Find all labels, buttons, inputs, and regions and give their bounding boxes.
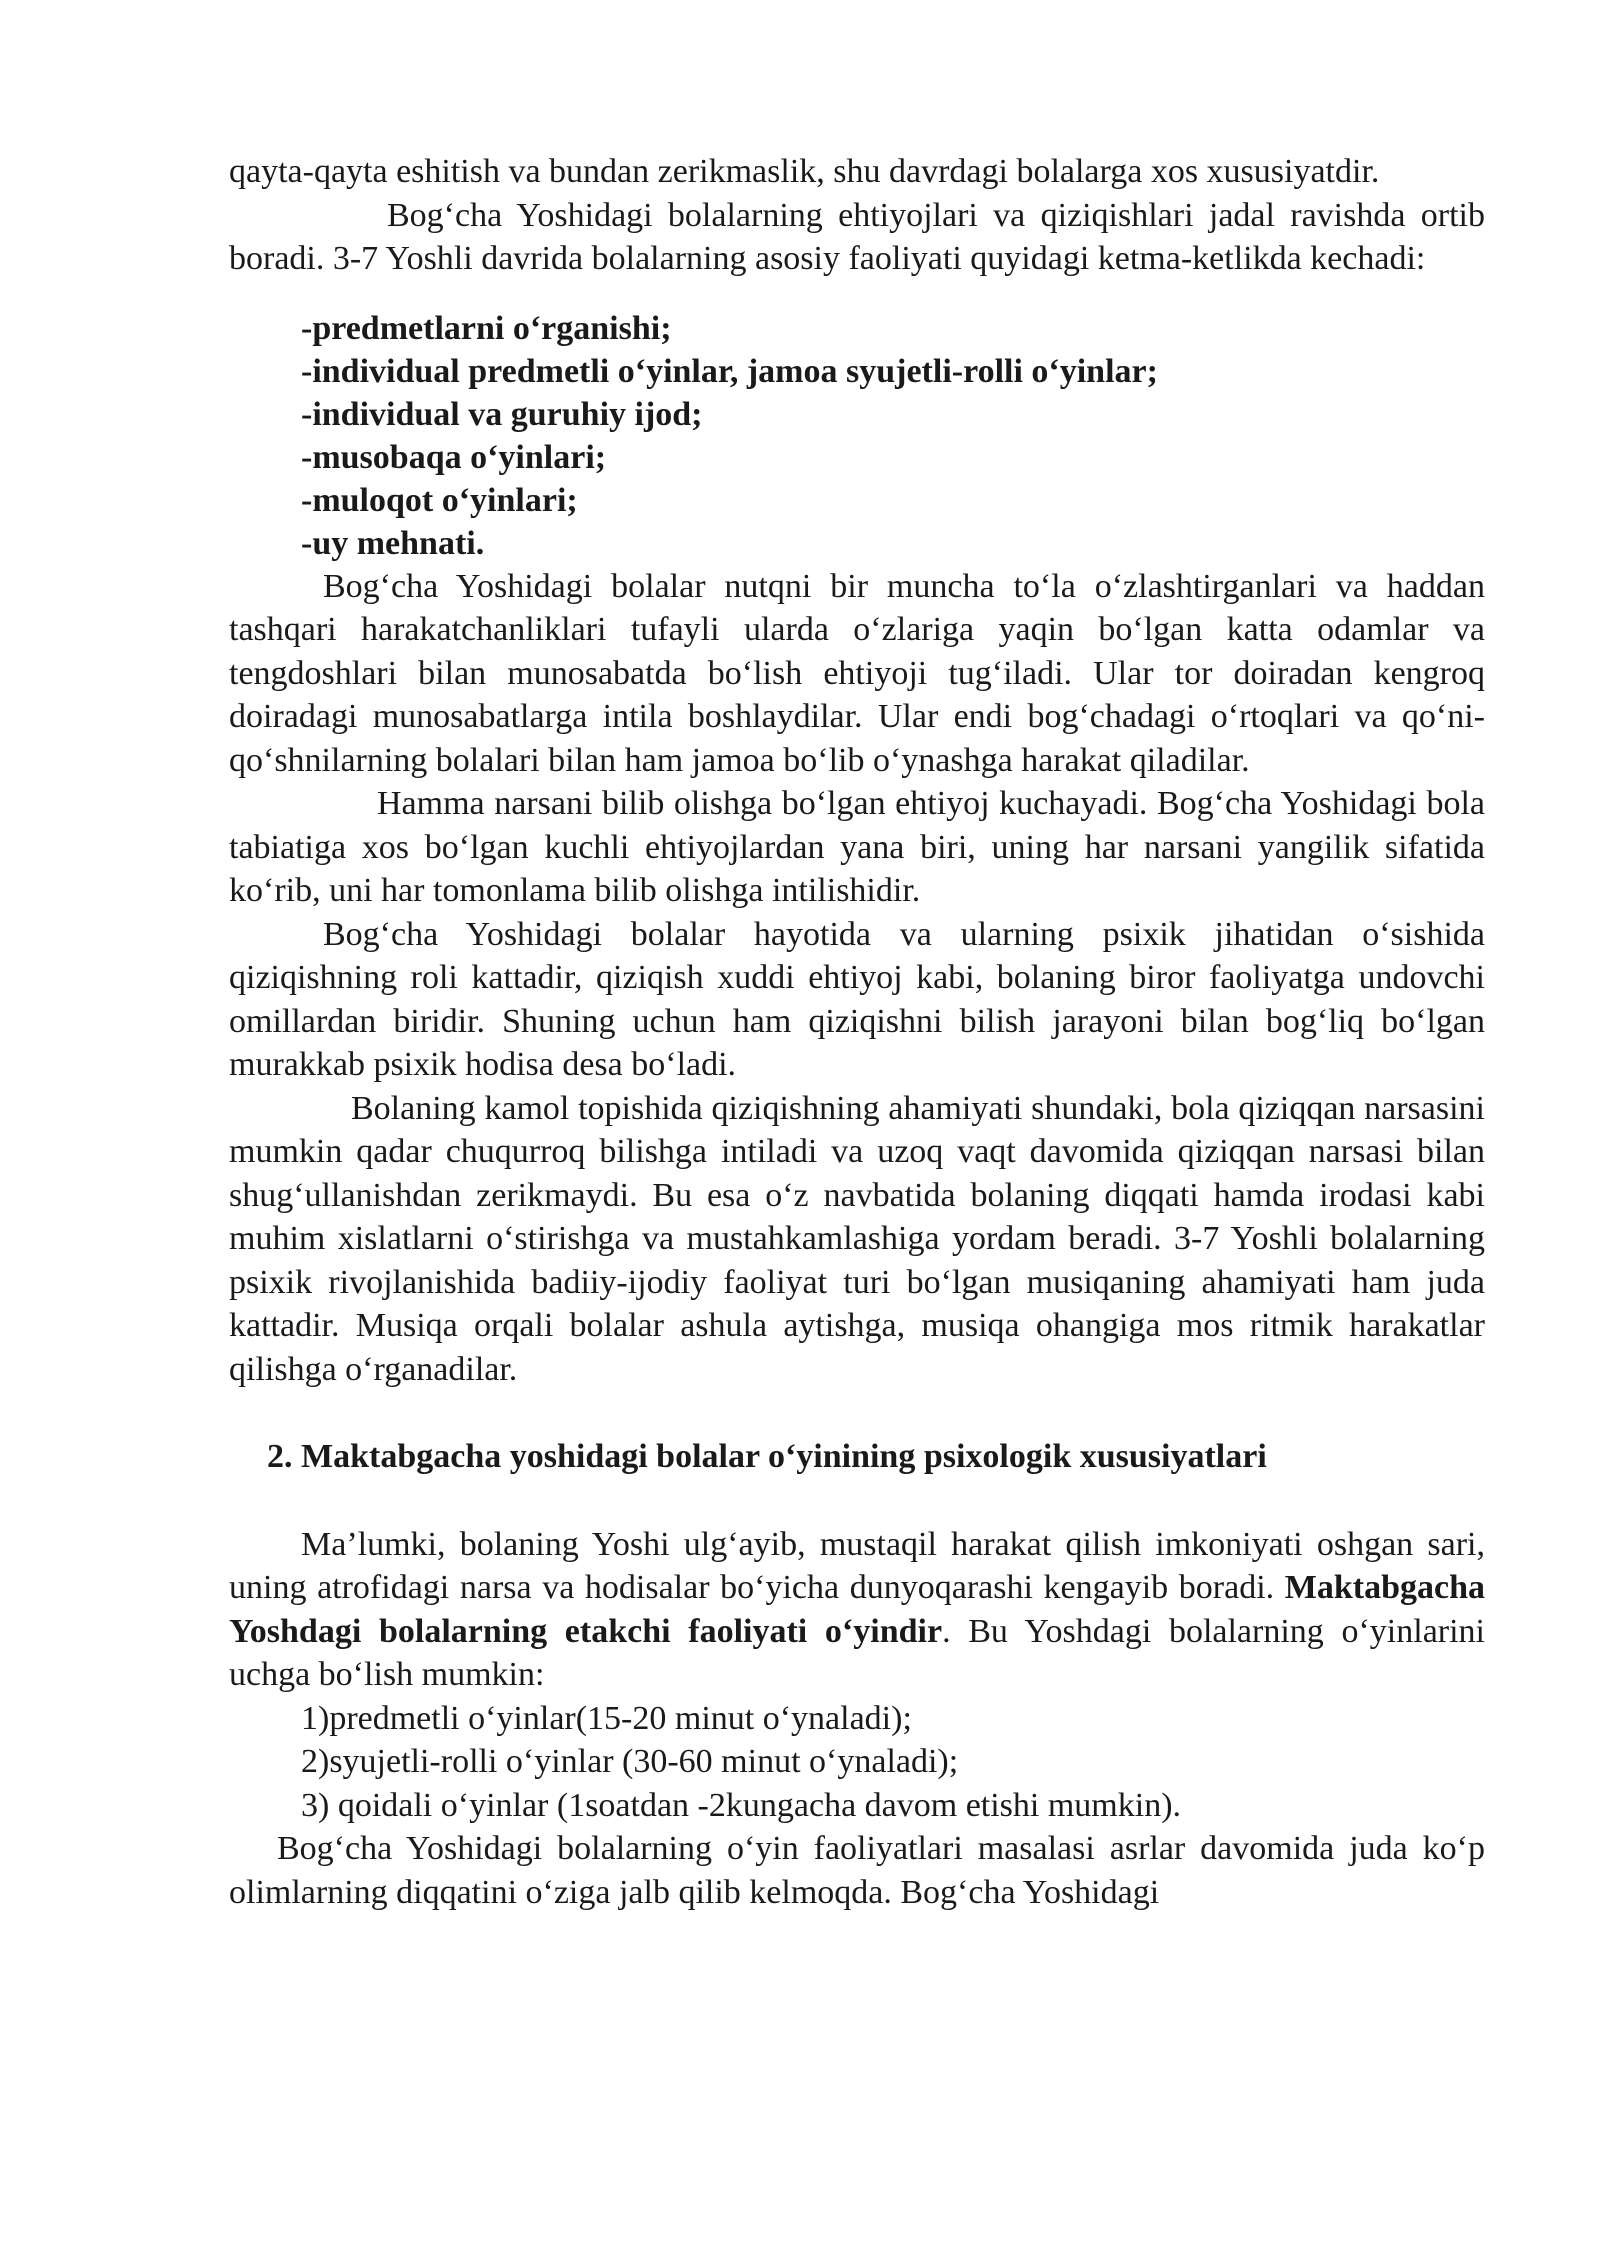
section-heading: 2. Maktabgacha yoshidagi bolalar o‘yinining psixologik xususiyatlari	[267, 1438, 1267, 1475]
paragraph-interest-role: Bog‘cha Yoshidagi bolalar hayotida va ularning psixik jihatidan o‘sishida qiziqishning roli kattadir, qiziqish xuddi ehtiyoj kabi, bolaning biror faoliyatga undovchi omillardan biridir. Shuning uchun ham qiziqishni bilish jarayoni bilan bog‘liq bo‘lgan murakkab psixik hodisa desa bo‘ladi.	[229, 915, 1485, 1083]
games-intro-end: . Bu Yoshdagi bolalarning o‘yinlarini uchga bo‘lish mumkin:	[229, 1612, 1485, 1693]
paragraph-speech: Bog‘cha Yoshidagi bolalar nutqni bir muncha to‘la o‘zlashtirganlari va haddan tashqari harakatchanliklari tufayli ularda o‘zlariga yaqin bo‘lgan katta odamlar va tengdoshlari bilan munosabatda bo‘lish ehtiyoji tug‘iladi. Ular tor doiradan kengroq doiradagi munosabatlarga intila boshlaydilar. Ular endi bog‘chadagi o‘rtoqlari va qo‘ni-qo‘shnilarning bolalari bilan ham jamoa bo‘lib o‘ynashga harakat qiladilar.	[229, 567, 1485, 779]
paragraph-games-intro	[229, 1523, 1485, 1697]
list-item: -individual va guruhiy ijod;	[301, 395, 703, 433]
list-item: -individual predmetli o‘yinlar, jamoa syujetli-rolli o‘yinlar;	[301, 352, 1158, 390]
games-intro-text: Ma’lumki, bolaning Yoshi ulg‘ayib, mustaqil harakat qilish imkoniyati oshgan sari, uning atrofidagi narsa va hodisalar bo‘yicha dunyoqarashi kengayib boradi.	[229, 1525, 1485, 1606]
list-item: -muloqot o‘yinlari;	[301, 481, 578, 519]
list-item: -uy mehnati.	[301, 524, 485, 562]
paragraph-needs: Bog‘cha Yoshidagi bolalarning ehtiyojlari va qiziqishlari jadal ravishda ortib boradi. 3-7 Yoshli davrida bolalarning asosiy faoliyati quyidagi ketma-ketlikda kechadi:	[229, 196, 1485, 277]
paragraph-intro: qayta-qayta eshitish va bundan zerikmaslik, shu davrdagi bolalarga xos xususiyatdir.	[229, 153, 1380, 190]
document-page	[229, 150, 1485, 1914]
list-item: 1)predmetli o‘yinlar(15-20 minut o‘ynaladi);	[301, 1699, 912, 1737]
games-intro-bold: Maktabgacha Yoshdagi bolalarning etakchi faoliyati o‘yindir	[229, 1569, 1486, 1650]
game-types-list	[229, 1697, 1485, 1828]
list-item: -musobaqa o‘yinlari;	[301, 438, 607, 476]
paragraph-curiosity: Hamma narsani bilib olishga bo‘lgan ehtiyoj kuchayadi. Bog‘cha Yoshidagi bola tabiatiga xos bo‘lgan kuchli ehtiyojlardan yana biri, uning har narsani yangilik sifatida ko‘rib, uni har tomonlama bilib olishga intilishidir.	[229, 785, 1485, 909]
paragraph-development: Bolaning kamol topishida qiziqishning ahamiyati shundaki, bola qiziqqan narsasini mumkin qadar chuqurroq bilishga intiladi va uzoq vaqt davomida qiziqqan narsasi bilan shug‘ullanishdan zerikmaydi. Bu esa o‘z navbatida bolaning diqqati hamda irodasi kabi muhim xislatlarni o‘stirishga va mustahkamlashiga yordam beradi. 3-7 Yoshli bolalarning psixik rivojlanishida badiiy-ijodiy faoliyat turi bo‘lgan musiqaning ahamiyati ham juda kattadir. Musiqa orqali bolalar ashula aytishga, musiqa ohangiga mos ritmik harakatlar qilishga o‘rganadilar.	[229, 1089, 1485, 1388]
list-item: -predmetlarni o‘rganishi;	[301, 309, 672, 347]
list-item: 2)syujetli-rolli o‘yinlar (30-60 minut o‘ynaladi);	[301, 1743, 959, 1780]
list-item: 3) qoidali o‘yinlar (1soatdan -2kungacha davom etishi mumkin).	[301, 1786, 1182, 1824]
paragraph-games-research: Bog‘cha Yoshidagi bolalarning o‘yin faoliyatlari masalasi asrlar davomida juda ko‘p olimlarning diqqatini o‘ziga jalb qilib kelmoqda. Bog‘cha Yoshidagi	[229, 1830, 1485, 1911]
activity-list	[229, 307, 1485, 565]
